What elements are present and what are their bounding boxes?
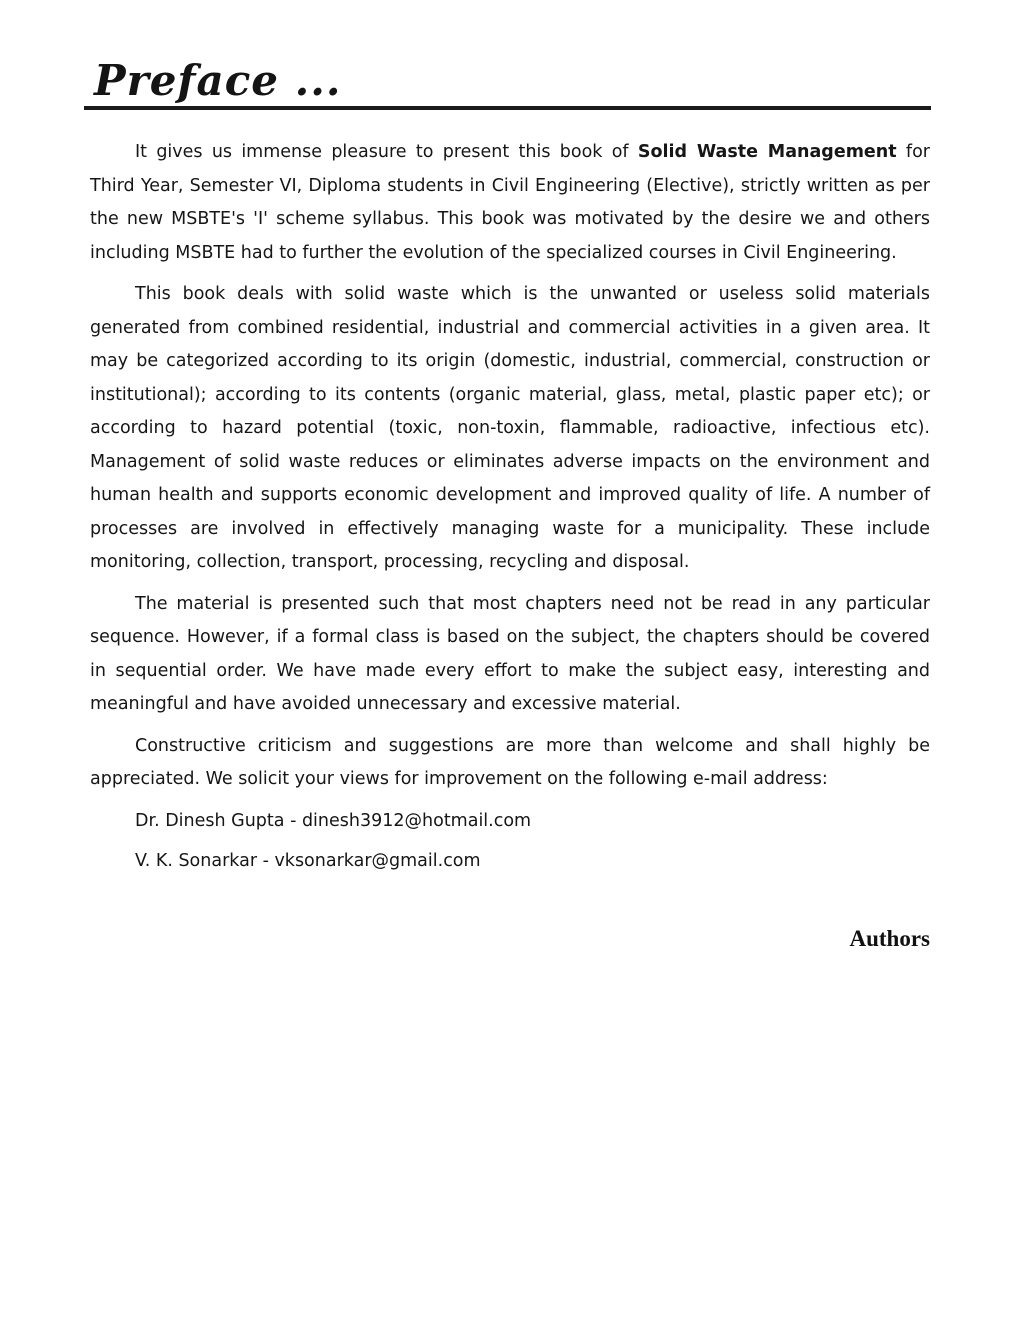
title-underline-rule (84, 106, 931, 110)
contact-email-vk-sonarkar: V. K. Sonarkar - vksonarkar@gmail.com (135, 851, 481, 871)
page-header (84, 58, 931, 110)
contact-email-dinesh-gupta: Dr. Dinesh Gupta - dinesh3912@hotmail.com (135, 810, 532, 831)
book-title-emphasis: Solid Waste Management (637, 142, 897, 162)
paragraph-intro-text-end: for Third Year, Semester VI, Diploma students in Civil Engineering (Elective), strictly written as per the new MSBTE's 'I' scheme syllabus. This book was motivated by the desire we and others including MSBTE had to further the evolution of the specialized courses in Civil Engineering. (90, 142, 930, 263)
page-title: Preface ... (94, 56, 342, 105)
paragraph-feedback: Constructive criticism and suggestions are more than welcome and shall highly be appreciated. We solicit your views for improvement on the following e-mail address: (90, 735, 930, 789)
paragraph-book-scope: This book deals with solid waste which is the unwanted or useless solid materials generated from combined residential, industrial and commercial activities in a given area. It may be categorized according to its origin (domestic, industrial, commercial, construction or institutional); according to its contents (organic material, glass, metal, plastic paper etc); or according to hazard potential (toxic, non-toxin, flammable, radioactive, infectious etc). Management of solid waste reduces or eliminates adverse impacts on the environment and human health and supports economic development and improved quality of life. A number of processes are involved in effectively managing waste for a municipality. These include monitoring, collection, transport, processing, recycling and disposal. (90, 284, 930, 572)
paragraph-material-order: The material is presented such that most chapters need not be read in any particular sequence. However, if a formal class is based on the subject, the chapters should be covered in sequential order. We have made every effort to make the subject easy, interesting and meaningful and have avoided unnecessary and excessive material. (90, 593, 930, 714)
paragraph-intro (90, 136, 930, 270)
paragraph-intro-text-start: It gives us immense pleasure to present this book of (135, 142, 638, 162)
authors-signature: Authors (849, 925, 930, 951)
preface-body (90, 136, 930, 953)
